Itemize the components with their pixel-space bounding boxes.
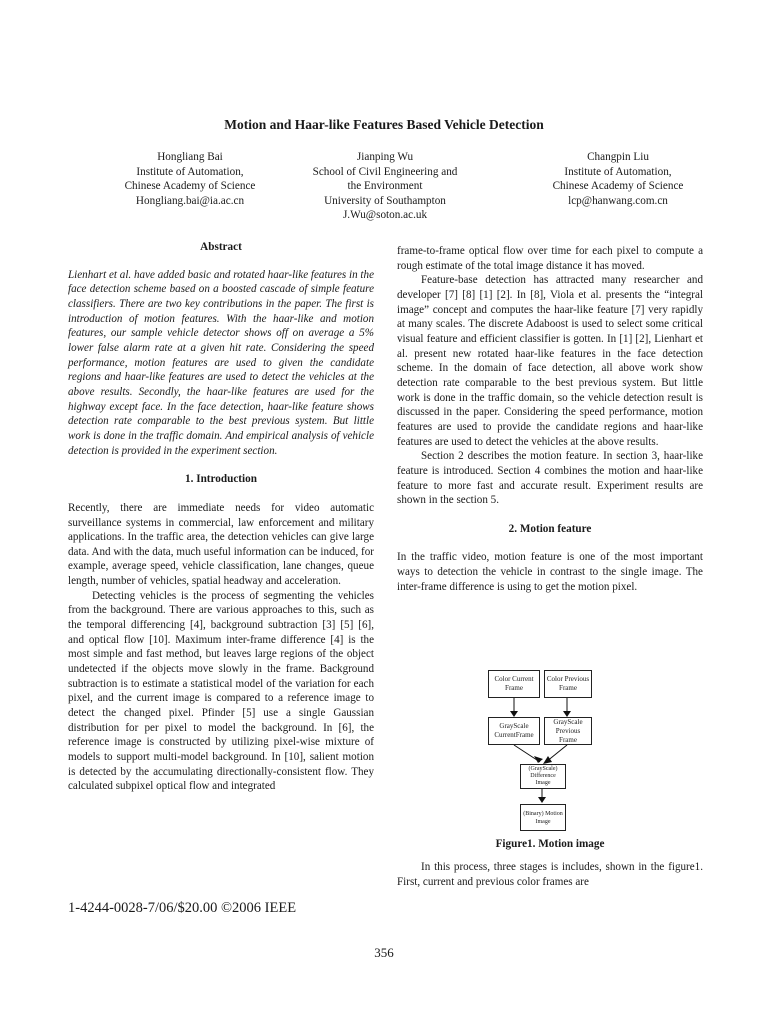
abstract-text: Lienhart et al. have added basic and rotated haar-like features in the face detection scheme based on a boosted cascade of simple feature classifiers. There are two key contributions in the paper. The first is introduction of motion features. With the haar-like and motion features, our sample vehicle detector shows off on average a 5% lower false alarm rate at a given hit rate. Considering the speed performance, motion features are used to given the candidate regions and haar-like features are used to detect the vehicles at the above results. Secondly, the haar-like features are used for the highway except face. In the face detection, haar-like feature shows detection rate comparable to the best previous system. But little work is done in the traffic domain. And empirical analysis of vehicle detection is provided in the experiment section.: [68, 268, 374, 457]
author-affiliation: Institute of Automation,: [564, 165, 672, 178]
author-email: Hongliang.bai@ia.ac.cn: [135, 194, 245, 207]
author-affiliation: Institute of Automation,: [136, 165, 244, 178]
paper-title: Motion and Haar-like Features Based Vehicle Detection: [224, 117, 544, 132]
figure-caption: Figure1. Motion image: [495, 838, 605, 850]
motion-image-flowchart: [488, 668, 618, 833]
right-paragraph-2: Feature-base detection has attracted many researcher and developer [7] [8] [1] [2]. In [8], Viola et al. presents the “integral image” concept and computes the haar-like feature [7] very rapidly at many scales. The discrete Adaboost is used to select some critical visual feature and efficient classifier is gotten. In [1] [2], Lienhart et al. present new rotated haar-like features in the face detection scheme. In the domain of face detection, all above work show detection rate comparable to the best previous system. But little work is done in the traffic domain, so the vehicle detection result is discussed in the paper. Considering the speed performance, motion features are used to provide the candidate regions and haar-like features are used to detect the vehicles at the above results.: [397, 274, 703, 448]
left-column: [68, 240, 374, 794]
author-block-3: [518, 150, 718, 208]
author-block-2: [285, 150, 485, 223]
grayscale-current-frame-box: GrayScale CurrentFrame: [488, 717, 540, 745]
author-affiliation: Chinese Academy of Science: [552, 180, 684, 193]
author-name: Jianping Wu: [356, 151, 414, 163]
page-number: 356: [374, 945, 394, 960]
author-name: Changpin Liu: [587, 151, 649, 163]
author-affiliation: University of Southampton: [324, 194, 446, 207]
author-name: Hongliang Bai: [157, 151, 223, 163]
motion-image-box: (Binary) Motion Image: [520, 804, 566, 831]
author-affiliation: Chinese Academy of Science: [124, 180, 256, 193]
intro-paragraph-2: Detecting vehicles is the process of segmenting the vehicles from the background. There are various approaches to this, such as the temporal differencing [4], background subtraction [3] [5] [6], and optical flow [10]. Maximum inter-frame difference [4] is the most simple and fast method, but leaves large regions of the object undetected if the objects move slowly in the frame. Background subtraction is to estimate a statistical model of the variation for each pixel, and the current image is compared to a reference image to detect the changed pixel. Pfinder [5] use a single Gaussian distribution for per pixel to model the background. In [6], the reference image is constructed by utilizing pixel-wise mixture of models to support multi-model background. In [10], salient motion is detected by the accumulating directionally-consistent flow. They calculated subpixel optical flow and integrated: [68, 589, 374, 793]
copyright-notice: 1-4244-0028-7/06/$20.00 ©2006 IEEE: [68, 900, 297, 916]
intro-paragraph-1: Recently, there are immediate needs for video automatic surveillance systems in commercial, law enforcement and military applications. In the traffic area, the detection vehicles can give large data. And with the data, much useful information can be induced, for example, average speed, vehicle classification, lane changes, queue length, number of vehicles, spatial headway and acceleration.: [68, 501, 374, 588]
right-paragraph-3: Section 2 describes the motion feature. In section 3, haar-like feature is introduced. Section 4 combines the motion and haar-like feature to more fast and accurate result. Experiment results are shown in the section 5.: [397, 450, 703, 507]
color-previous-frame-box: Color Previous Frame: [544, 670, 592, 698]
author-affiliation: the Environment: [347, 180, 423, 193]
difference-image-box: (GrayScale) Difference Image: [520, 764, 566, 789]
author-email: lcp@hanwang.com.cn: [568, 194, 668, 207]
abstract-heading: Abstract: [200, 241, 242, 253]
right-paragraph-1: frame-to-frame optical flow over time for each pixel to compute a rough estimate of the total image distance it has moved.: [397, 245, 703, 272]
author-block-1: [90, 150, 290, 208]
motion-feature-heading: 2. Motion feature: [508, 522, 592, 535]
introduction-heading: 1. Introduction: [185, 473, 257, 486]
color-current-frame-box: Color Current Frame: [488, 670, 540, 698]
author-email: J.Wu@soton.ac.uk: [342, 209, 428, 222]
right-column: [397, 244, 703, 594]
right-column-continued: [397, 860, 703, 889]
after-figure-paragraph: In this process, three stages is includes, shown in the figure1. First, current and previous color frames are: [397, 861, 703, 888]
motion-paragraph-1: In the traffic video, motion feature is one of the most important ways to detection the vehicle in contrast to the single image. The inter-frame difference is using to get the motion pixel.: [397, 551, 703, 593]
author-affiliation: School of Civil Engineering and: [312, 165, 458, 178]
grayscale-previous-frame-box: GrayScale Previous Frame: [544, 717, 592, 745]
